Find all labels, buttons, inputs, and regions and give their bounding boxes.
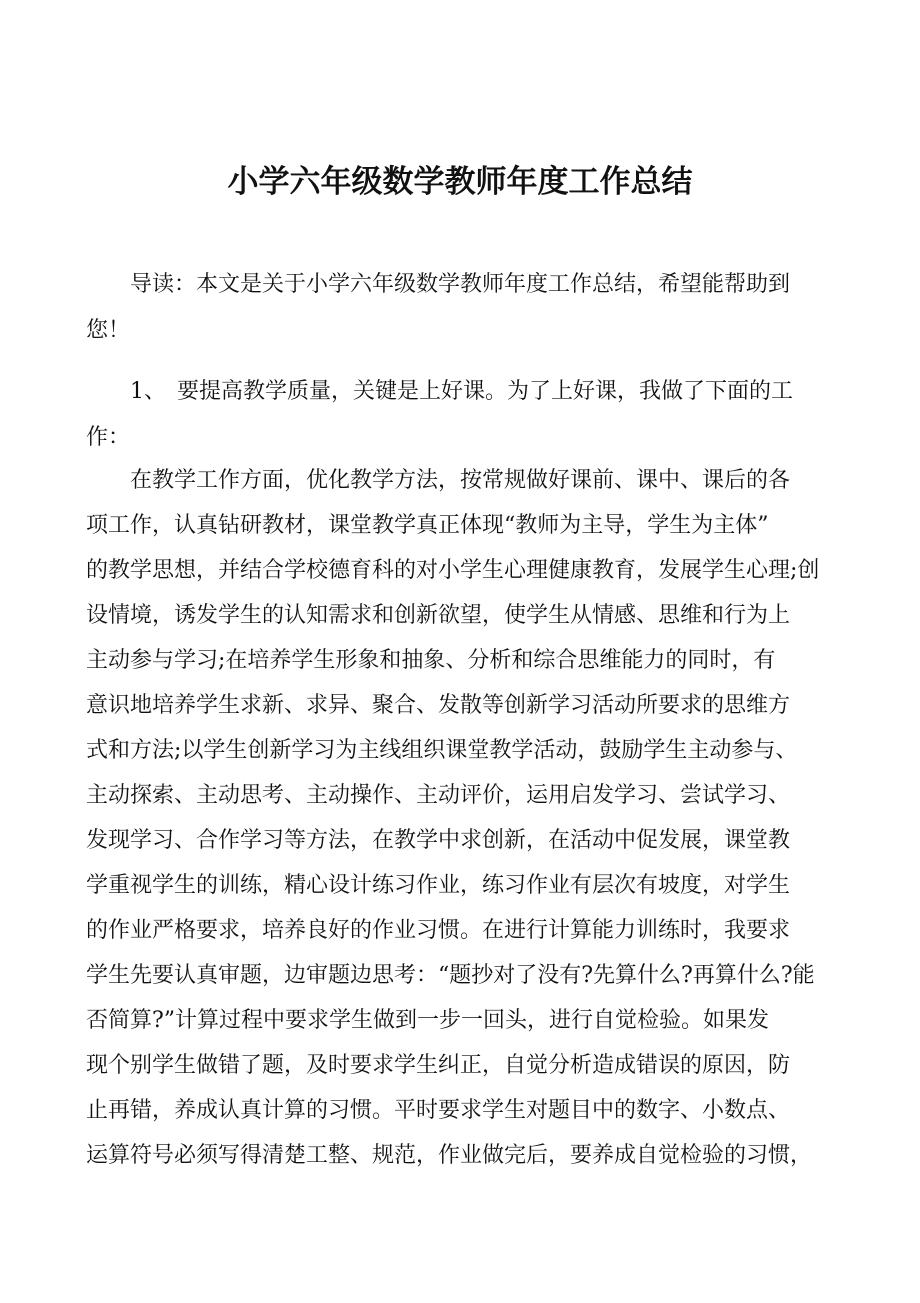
body-line-2: 项工作，认真钻研教材，课堂教学真正体现“教师为主导，学生为主体”	[86, 513, 769, 538]
body-line-14: 现个别学生做错了题，及时要求学生纠正，自觉分析造成错误的原因，防	[86, 1053, 791, 1078]
body-line-1: 在教学工作方面，优化教学方法，按常规做好课前、课中、课后的各	[130, 468, 791, 493]
body-line-15: 止再错，养成认真计算的习惯。平时要求学生对题目中的数字、小数点、	[86, 1098, 791, 1123]
body-line-7: 式和方法;以学生创新学习为主线组织课堂教学活动，鼓励学生主动参与、	[86, 738, 798, 763]
document-title: 小学六年级数学教师年度工作总结	[227, 164, 693, 200]
body-line-16: 运算符号必须写得清楚工整、规范，作业做完后，要养成自觉检验的习惯，	[86, 1143, 813, 1168]
intro-line-2: 您！	[86, 318, 131, 343]
body-line-13: 否简算?”计算过程中要求学生做到一步一回头，进行自觉检验。如果发	[86, 1008, 770, 1033]
section-1-heading-line-2: 作：	[86, 425, 131, 450]
body-line-12: 学生先要认真审题，边审题边思考：“题抄对了没有?先算什么?再算什么?能	[86, 963, 815, 988]
body-line-9: 发现学习、合作学习等方法，在教学中求创新，在活动中促发展，课堂教	[86, 828, 791, 853]
body-line-6: 意识地培养学生求新、求异、聚合、发散等创新学习活动所要求的思维方	[86, 693, 791, 718]
body-line-4: 设情境，诱发学生的认知需求和创新欲望，使学生从情感、思维和行为上	[86, 603, 791, 628]
body-line-5: 主动参与学习;在培养学生形象和抽象、分析和综合思维能力的同时，有	[86, 648, 776, 673]
section-1-heading-line-1: 1、 要提高教学质量，关键是上好课。为了上好课，我做了下面的工	[130, 379, 793, 404]
body-line-11: 的作业严格要求，培养良好的作业习惯。在进行计算能力训练时，我要求	[86, 918, 791, 943]
body-line-10: 学重视学生的训练，精心设计练习作业，练习作业有层次有坡度，对学生	[86, 873, 791, 898]
intro-line-1: 导读：本文是关于小学六年级数学教师年度工作总结，希望能帮助到	[130, 272, 791, 297]
body-line-3: 的教学思想，并结合学校德育科的对小学生心理健康教育，发展学生心理;创	[86, 558, 820, 583]
body-line-8: 主动探索、主动思考、主动操作、主动评价，运用启发学习、尝试学习、	[86, 783, 791, 808]
